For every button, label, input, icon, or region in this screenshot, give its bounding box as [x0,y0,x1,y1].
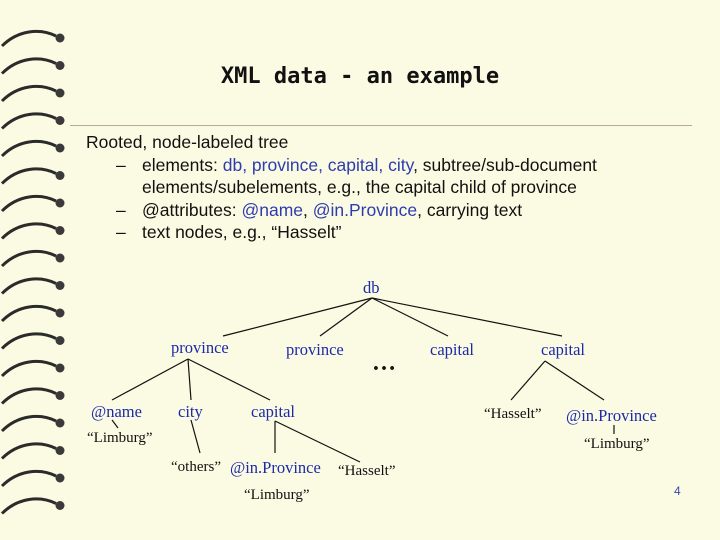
text-limburg-1: “Limburg” [87,430,153,446]
edge-db-province1 [223,298,372,336]
node-ellipsis: … [372,350,396,376]
text-limburg-2: “Limburg” [584,436,650,452]
node-db: db [363,278,380,297]
edge-city-others [191,420,200,453]
node-capital-1: capital [430,340,474,359]
node-attr-inprovince: @in.Province [566,406,657,425]
node-attr-inprovince-2: @in.Province [230,458,321,477]
edge-province1-name [112,359,188,400]
edge-capital2-inprovince [545,361,604,400]
node-attr-name: @name [91,402,142,421]
edge-capital2-hasselt [511,361,545,400]
node-capital-2: capital [541,340,585,359]
text-limburg-3: “Limburg” [244,487,310,503]
bullet-text: , carrying text [417,199,523,220]
node-province-1: province [171,338,229,357]
edge-province1-capital [188,359,270,400]
attr-name: @name [241,199,304,220]
node-province-2: province [286,340,344,359]
dash-marker: – [116,222,126,242]
attr-inprovince: @in.Province [312,199,418,220]
text-hasselt-2: “Hasselt” [338,463,396,479]
bullet-text: elements: [142,154,223,175]
dash-marker: – [116,199,126,220]
node-city: city [178,402,203,421]
node-capital-child: capital [251,402,295,421]
text-others: “others” [171,459,221,475]
edge-capital-hasselt [275,421,360,462]
edge-province1-city [188,359,191,400]
slide-title: XML data - an example [220,64,500,89]
bullet-text: text nodes, e.g., “Hasselt” [142,222,342,242]
bullet-text: @attributes: [142,199,242,220]
bullet-continuation: elements/subelements, e.g., the capital child of province [142,177,577,197]
text-hasselt-1: “Hasselt” [484,406,542,422]
bullet-text: , [303,199,313,220]
page-number: 4 [674,484,681,498]
edge-db-province2 [320,298,372,336]
edge-db-capital2 [372,298,562,336]
element-names: db, province, capital, city [222,154,414,175]
edge-db-capital1 [372,298,448,336]
dash-marker: – [116,154,126,175]
bullet-text: , subtree/sub-document [413,154,597,175]
bullet-text: Rooted, node-labeled tree [86,132,289,152]
